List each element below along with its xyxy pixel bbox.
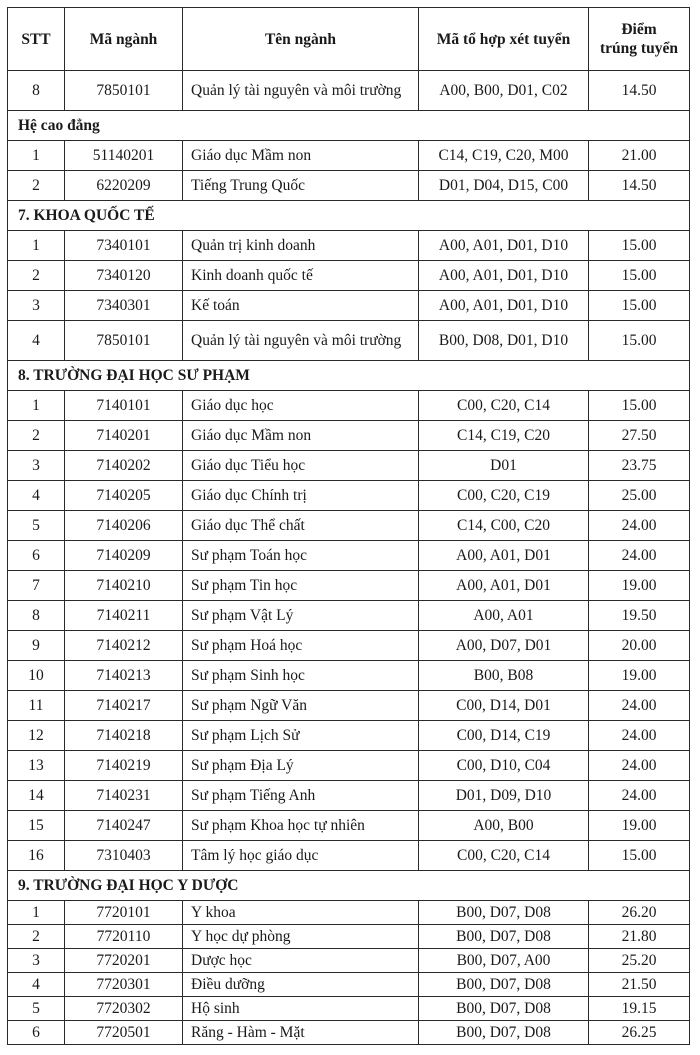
cell-score: 20.00 [589, 631, 690, 661]
cell-combo: A00, A01, D01, D10 [419, 291, 589, 321]
cell-combo: C00, C20, C14 [419, 391, 589, 421]
cell-code: 7340120 [65, 261, 183, 291]
cell-score: 21.00 [589, 141, 690, 171]
cell-combo: B00, D07, D08 [419, 925, 589, 949]
cell-stt: 4 [8, 321, 65, 361]
cell-stt: 3 [8, 949, 65, 973]
cell-combo: A00, A01, D01, D10 [419, 261, 589, 291]
cell-stt: 8 [8, 71, 65, 111]
cell-combo: B00, D07, D08 [419, 1021, 589, 1045]
cell-name: Điều dưỡng [183, 973, 419, 997]
cell-stt: 12 [8, 721, 65, 751]
cell-code: 7140202 [65, 451, 183, 481]
cell-score: 25.00 [589, 481, 690, 511]
cell-score: 24.00 [589, 781, 690, 811]
cell-name: Sư phạm Tin học [183, 571, 419, 601]
cell-stt: 10 [8, 661, 65, 691]
cell-combo: C00, D14, C19 [419, 721, 589, 751]
cell-stt: 11 [8, 691, 65, 721]
cell-score: 24.00 [589, 541, 690, 571]
cell-code: 7140218 [65, 721, 183, 751]
cell-name: Sư phạm Hoá học [183, 631, 419, 661]
table-row [8, 291, 690, 321]
cell-score: 24.00 [589, 511, 690, 541]
cell-score: 19.15 [589, 997, 690, 1021]
cell-stt: 6 [8, 541, 65, 571]
cell-stt: 1 [8, 391, 65, 421]
cell-stt: 1 [8, 231, 65, 261]
header-combo: Mã tổ hợp xét tuyển [419, 8, 589, 71]
table-row [8, 1021, 690, 1045]
cell-stt: 4 [8, 973, 65, 997]
table-row [8, 925, 690, 949]
cell-code: 7340301 [65, 291, 183, 321]
cell-score: 15.00 [589, 231, 690, 261]
table-row [8, 721, 690, 751]
cell-score: 15.00 [589, 291, 690, 321]
cell-score: 14.50 [589, 71, 690, 111]
cell-combo: A00, A01, D01 [419, 571, 589, 601]
cell-combo: A00, B00 [419, 811, 589, 841]
cell-score: 19.00 [589, 571, 690, 601]
cell-stt: 13 [8, 751, 65, 781]
section-row [8, 871, 690, 901]
header-score [589, 8, 690, 71]
cell-combo: A00, A01 [419, 601, 589, 631]
cell-name: Giáo dục học [183, 391, 419, 421]
table-row [8, 691, 690, 721]
cell-code: 7720110 [65, 925, 183, 949]
cell-stt: 7 [8, 571, 65, 601]
cell-name: Sư phạm Địa Lý [183, 751, 419, 781]
cell-name: Sư phạm Khoa học tự nhiên [183, 811, 419, 841]
cell-combo: C00, D14, D01 [419, 691, 589, 721]
cell-name: Giáo dục Mầm non [183, 141, 419, 171]
table-row [8, 571, 690, 601]
cell-name: Quản lý tài nguyên và môi trường [183, 321, 419, 361]
table-row [8, 661, 690, 691]
cell-code: 7140211 [65, 601, 183, 631]
cell-stt: 2 [8, 171, 65, 201]
cell-name: Giáo dục Tiểu học [183, 451, 419, 481]
cell-combo: C14, C19, C20, M00 [419, 141, 589, 171]
cell-name: Tiếng Trung Quốc [183, 171, 419, 201]
cell-score: 15.00 [589, 321, 690, 361]
cell-code: 7720201 [65, 949, 183, 973]
cell-score: 15.00 [589, 261, 690, 291]
table-row [8, 171, 690, 201]
cell-combo: C00, C20, C19 [419, 481, 589, 511]
cell-score: 19.50 [589, 601, 690, 631]
cell-stt: 6 [8, 1021, 65, 1045]
cell-code: 7140206 [65, 511, 183, 541]
cell-name: Quản trị kinh doanh [183, 231, 419, 261]
cell-stt: 3 [8, 291, 65, 321]
cell-combo: D01, D04, D15, C00 [419, 171, 589, 201]
section-title: 7. KHOA QUỐC TẾ [8, 201, 690, 231]
table-row [8, 601, 690, 631]
cell-stt: 2 [8, 925, 65, 949]
table-row [8, 841, 690, 871]
table-row [8, 261, 690, 291]
cell-score: 25.20 [589, 949, 690, 973]
cell-stt: 4 [8, 481, 65, 511]
table-row [8, 751, 690, 781]
cell-score: 24.00 [589, 721, 690, 751]
cell-code: 7140201 [65, 421, 183, 451]
cell-code: 7720101 [65, 901, 183, 925]
cell-code: 7340101 [65, 231, 183, 261]
table-row [8, 511, 690, 541]
cell-score: 21.80 [589, 925, 690, 949]
cell-name: Sư phạm Sinh học [183, 661, 419, 691]
cell-combo: B00, B08 [419, 661, 589, 691]
section-row [8, 361, 690, 391]
cell-combo: A00, A01, D01 [419, 541, 589, 571]
cell-score: 26.20 [589, 901, 690, 925]
cell-code: 7850101 [65, 321, 183, 361]
table-row [8, 321, 690, 361]
cell-code: 7140101 [65, 391, 183, 421]
cell-name: Sư phạm Ngữ Văn [183, 691, 419, 721]
cell-score: 15.00 [589, 391, 690, 421]
cell-combo: C00, D10, C04 [419, 751, 589, 781]
header-score-line2: trúng tuyển [600, 40, 678, 57]
cell-name: Giáo dục Thể chất [183, 511, 419, 541]
cell-combo: A00, A01, D01, D10 [419, 231, 589, 261]
header-stt: STT [8, 8, 65, 71]
section-row [8, 111, 690, 141]
cell-name: Hộ sinh [183, 997, 419, 1021]
table-row [8, 71, 690, 111]
cell-code: 7140247 [65, 811, 183, 841]
cell-name: Sư phạm Vật Lý [183, 601, 419, 631]
cell-name: Y học dự phòng [183, 925, 419, 949]
cell-combo: C14, C00, C20 [419, 511, 589, 541]
header-score-line1: Điểm [621, 21, 657, 38]
cell-score: 15.00 [589, 841, 690, 871]
table-row [8, 231, 690, 261]
table-row [8, 391, 690, 421]
cell-score: 27.50 [589, 421, 690, 451]
table-row [8, 901, 690, 925]
cell-code: 7140209 [65, 541, 183, 571]
cell-score: 24.00 [589, 751, 690, 781]
header-name: Tên ngành [183, 8, 419, 71]
cell-code: 7140205 [65, 481, 183, 511]
cell-score: 21.50 [589, 973, 690, 997]
cell-combo: D01 [419, 451, 589, 481]
cell-stt: 14 [8, 781, 65, 811]
table-header-row [8, 8, 690, 71]
cell-combo: D01, D09, D10 [419, 781, 589, 811]
table-row [8, 141, 690, 171]
table-row [8, 541, 690, 571]
cell-code: 7140231 [65, 781, 183, 811]
header-code: Mã ngành [65, 8, 183, 71]
table-row [8, 949, 690, 973]
cell-stt: 2 [8, 421, 65, 451]
cell-combo: B00, D07, D08 [419, 901, 589, 925]
cell-stt: 1 [8, 901, 65, 925]
cell-combo: A00, D07, D01 [419, 631, 589, 661]
cell-name: Tâm lý học giáo dục [183, 841, 419, 871]
cell-code: 7140212 [65, 631, 183, 661]
table-row [8, 973, 690, 997]
cell-code: 7720301 [65, 973, 183, 997]
cell-name: Dược học [183, 949, 419, 973]
cell-score: 19.00 [589, 661, 690, 691]
cell-name: Kế toán [183, 291, 419, 321]
cell-stt: 8 [8, 601, 65, 631]
cell-code: 7140210 [65, 571, 183, 601]
cell-combo: A00, B00, D01, C02 [419, 71, 589, 111]
cell-name: Răng - Hàm - Mặt [183, 1021, 419, 1045]
cell-name: Giáo dục Mầm non [183, 421, 419, 451]
cell-name: Giáo dục Chính trị [183, 481, 419, 511]
cell-code: 7140217 [65, 691, 183, 721]
cell-combo: B00, D08, D01, D10 [419, 321, 589, 361]
table-row [8, 631, 690, 661]
table-row [8, 421, 690, 451]
cell-code: 7720302 [65, 997, 183, 1021]
cell-name: Sư phạm Tiếng Anh [183, 781, 419, 811]
section-row [8, 201, 690, 231]
section-title: 9. TRƯỜNG ĐẠI HỌC Y DƯỢC [8, 871, 690, 901]
cell-score: 24.00 [589, 691, 690, 721]
cell-combo: B00, D07, A00 [419, 949, 589, 973]
cell-combo: C00, C20, C14 [419, 841, 589, 871]
table-row [8, 997, 690, 1021]
admission-score-table [7, 7, 690, 1045]
cell-code: 7140219 [65, 751, 183, 781]
cell-stt: 2 [8, 261, 65, 291]
cell-code: 6220209 [65, 171, 183, 201]
cell-stt: 5 [8, 997, 65, 1021]
cell-combo: B00, D07, D08 [419, 997, 589, 1021]
cell-combo: B00, D07, D08 [419, 973, 589, 997]
table-row [8, 811, 690, 841]
section-title: Hệ cao đẳng [8, 111, 690, 141]
cell-code: 7720501 [65, 1021, 183, 1045]
cell-stt: 16 [8, 841, 65, 871]
cell-code: 7140213 [65, 661, 183, 691]
cell-code: 7310403 [65, 841, 183, 871]
table-row [8, 451, 690, 481]
section-title: 8. TRƯỜNG ĐẠI HỌC SƯ PHẠM [8, 361, 690, 391]
cell-stt: 15 [8, 811, 65, 841]
cell-score: 19.00 [589, 811, 690, 841]
cell-name: Kinh doanh quốc tế [183, 261, 419, 291]
cell-stt: 5 [8, 511, 65, 541]
cell-name: Quản lý tài nguyên và môi trường [183, 71, 419, 111]
table-row [8, 481, 690, 511]
cell-code: 51140201 [65, 141, 183, 171]
cell-stt: 9 [8, 631, 65, 661]
cell-score: 23.75 [589, 451, 690, 481]
cell-code: 7850101 [65, 71, 183, 111]
cell-name: Sư phạm Toán học [183, 541, 419, 571]
cell-name: Y khoa [183, 901, 419, 925]
cell-stt: 3 [8, 451, 65, 481]
cell-combo: C14, C19, C20 [419, 421, 589, 451]
cell-score: 14.50 [589, 171, 690, 201]
table-row [8, 781, 690, 811]
cell-name: Sư phạm Lịch Sử [183, 721, 419, 751]
cell-score: 26.25 [589, 1021, 690, 1045]
cell-stt: 1 [8, 141, 65, 171]
